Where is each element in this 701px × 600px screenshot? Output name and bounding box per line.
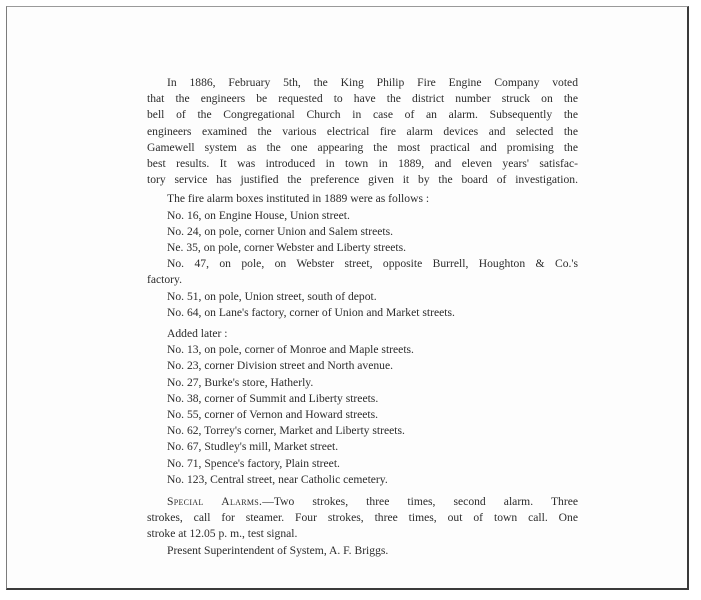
boxes-1889-list	[147, 191, 578, 321]
list-item-continuation: factory.	[147, 273, 182, 287]
paragraph-line: tory service has justified the preference given it by the board of investigation.	[147, 173, 578, 187]
paragraph-line: strokes, call for steamer. Four strokes, three times, out of town call. One	[147, 511, 578, 525]
paragraph-line: bell of the Congregational Church in case of an alarm. Subsequently the	[147, 108, 578, 122]
intro-paragraph	[147, 75, 578, 188]
list-item: No. 55, corner of Vernon and Howard streets.	[167, 408, 378, 422]
document-text	[147, 75, 578, 559]
list-item: No. 16, on Engine House, Union street.	[167, 208, 350, 222]
list-item: Ne. 35, on pole, corner Webster and Liberty streets.	[167, 241, 407, 255]
added-later-list	[147, 326, 578, 488]
paragraph-line: that the engineers be requested to have the district number struck on the	[147, 92, 578, 106]
paragraph-line: best results. It was introduced in town in 1889, and eleven years' satisfac-	[147, 157, 578, 171]
list-item: No. 24, on pole, corner Union and Salem streets.	[167, 224, 394, 238]
list-heading: Added later :	[167, 327, 228, 341]
list-item: No. 47, on pole, on Webster street, opposite Burrell, Houghton & Co.'s	[167, 257, 578, 271]
list-heading: The fire alarm boxes instituted in 1889 were as follows :	[167, 192, 430, 206]
list-item: No. 38, corner of Summit and Liberty streets.	[167, 391, 379, 405]
list-item: No. 13, on pole, corner of Monroe and Maple streets.	[167, 343, 414, 357]
paragraph-line: engineers examined the various electrical fire alarm devices and selected the	[147, 124, 578, 138]
paragraph-line: Gamewell system as the one appearing the most practical and promising the	[147, 140, 578, 154]
list-item: No. 71, Spence's factory, Plain street.	[167, 456, 340, 470]
list-item: No. 64, on Lane's factory, corner of Union and Market streets.	[167, 305, 455, 319]
page	[6, 6, 689, 590]
special-alarms-paragraph	[147, 494, 578, 543]
list-item: No. 51, on pole, Union street, south of depot.	[167, 289, 377, 303]
paragraph-line	[147, 494, 578, 510]
paragraph-line: stroke at 12.05 p. m., test signal.	[147, 527, 298, 541]
list-item: No. 27, Burke's store, Hatherly.	[167, 375, 314, 389]
list-item: No. 67, Studley's mill, Market street.	[167, 440, 339, 454]
list-item: No. 23, corner Division street and North avenue.	[167, 359, 394, 373]
paragraph-line: In 1886, February 5th, the King Philip Fire Engine Company voted	[167, 76, 578, 89]
list-item: No. 123, Central street, near Catholic cemetery.	[167, 472, 388, 486]
list-item: No. 62, Torrey's corner, Market and Liberty streets.	[167, 424, 405, 438]
special-alarms-label: Special Alarms.	[167, 495, 263, 509]
superintendent-line: Present Superintendent of System, A. F. Briggs.	[167, 543, 389, 557]
special-alarms-text: —Two strokes, three times, second alarm. Three	[262, 495, 578, 509]
